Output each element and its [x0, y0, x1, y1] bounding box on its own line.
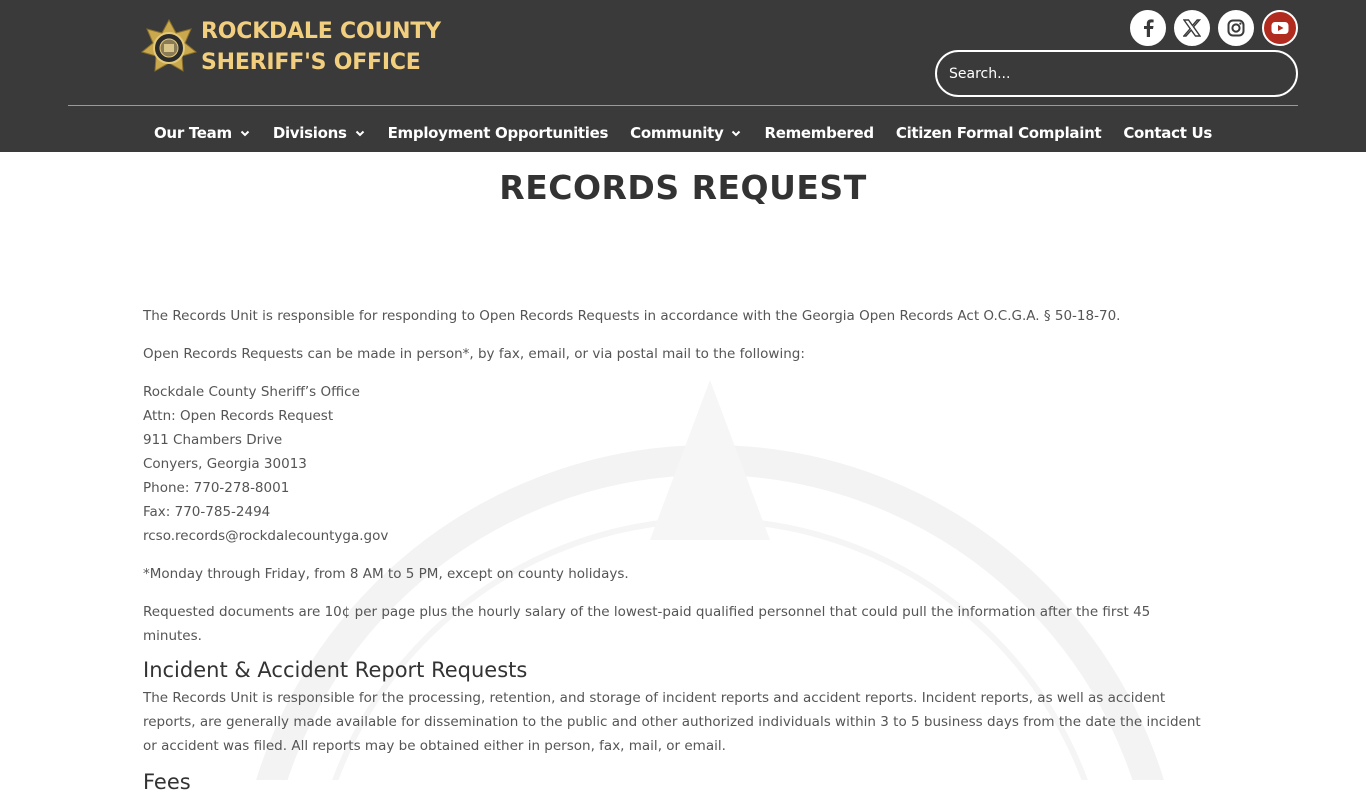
header-divider	[68, 105, 1298, 106]
chevron-down-icon	[354, 127, 366, 139]
nav-label: Community	[630, 124, 724, 142]
chevron-down-icon	[239, 127, 251, 139]
nav-employment-opportunities[interactable]	[388, 118, 609, 148]
nav-label: Remembered	[764, 124, 874, 142]
search-input[interactable]	[947, 61, 1281, 87]
fees-heading: Fees	[143, 770, 191, 794]
cost-note: Requested documents are 10¢ per page plus the hourly salary of the lowest-paid qualified personnel that could pull the information after the first 45 minutes.	[143, 604, 1151, 644]
instagram-icon[interactable]	[1218, 10, 1254, 46]
address-line: Attn: Open Records Request	[143, 408, 334, 424]
nav-label: Divisions	[272, 124, 347, 142]
methods-paragraph: Open Records Requests can be made in person*, by fax, email, or via postal mail to the following:	[143, 346, 805, 362]
intro-paragraph: The Records Unit is responsible for responding to Open Records Requests in accordance with the Georgia Open Records Act O.C.G.A. § 50-18-70.	[143, 308, 1121, 324]
nav-citizen-formal-complaint[interactable]	[896, 118, 1101, 148]
facebook-icon[interactable]	[1130, 10, 1166, 46]
incident-paragraph: The Records Unit is responsible for the processing, retention, and storage of incident reports and accident reports. Incident reports, as well as accident reports, are generally made available for dissemination to the public and other authorized individuals within 3 to 5 business days from the date the incident or accident was filed. All reports may be obtained either in person, fax, mail, or email.	[143, 690, 1201, 754]
x-icon[interactable]	[1174, 10, 1210, 46]
main-content	[143, 304, 1213, 798]
address-line: Rockdale County Sheriff’s Office	[143, 384, 360, 400]
sheriff-badge-icon	[141, 19, 197, 75]
address-line: Conyers, Georgia 30013	[143, 456, 307, 472]
nav-label: Our Team	[153, 124, 232, 142]
page-title: RECORDS REQUEST	[499, 168, 867, 207]
logo-text	[201, 16, 441, 78]
hours-note: *Monday through Friday, from 8 AM to 5 PM, except on county holidays.	[143, 566, 629, 582]
nav-our-team[interactable]	[154, 118, 251, 148]
youtube-icon[interactable]	[1262, 10, 1298, 46]
logo-line-1: ROCKDALE COUNTY	[201, 19, 441, 44]
site-header	[0, 0, 1366, 152]
phone-number: Phone: 770-278-8001	[143, 480, 290, 496]
nav-label: Contact Us	[1123, 124, 1213, 142]
main-nav	[0, 118, 1366, 148]
nav-contact-us[interactable]	[1123, 118, 1212, 148]
nav-community[interactable]	[630, 118, 742, 148]
records-email: rcso.records@rockdalecountyga.gov	[143, 528, 389, 544]
nav-label: Employment Opportunities	[387, 124, 609, 142]
search-box[interactable]	[935, 50, 1298, 97]
social-links	[1130, 10, 1298, 46]
nav-divisions[interactable]	[273, 118, 366, 148]
fax-number: Fax: 770-785-2494	[143, 504, 271, 520]
chevron-down-icon	[730, 127, 742, 139]
address-line: 911 Chambers Drive	[143, 432, 283, 448]
site-logo[interactable]	[141, 16, 441, 78]
nav-label: Citizen Formal Complaint	[895, 124, 1102, 142]
logo-line-2: SHERIFF'S OFFICE	[201, 50, 421, 75]
nav-remembered[interactable]	[764, 118, 873, 148]
incident-heading: Incident & Accident Report Requests	[143, 658, 528, 682]
